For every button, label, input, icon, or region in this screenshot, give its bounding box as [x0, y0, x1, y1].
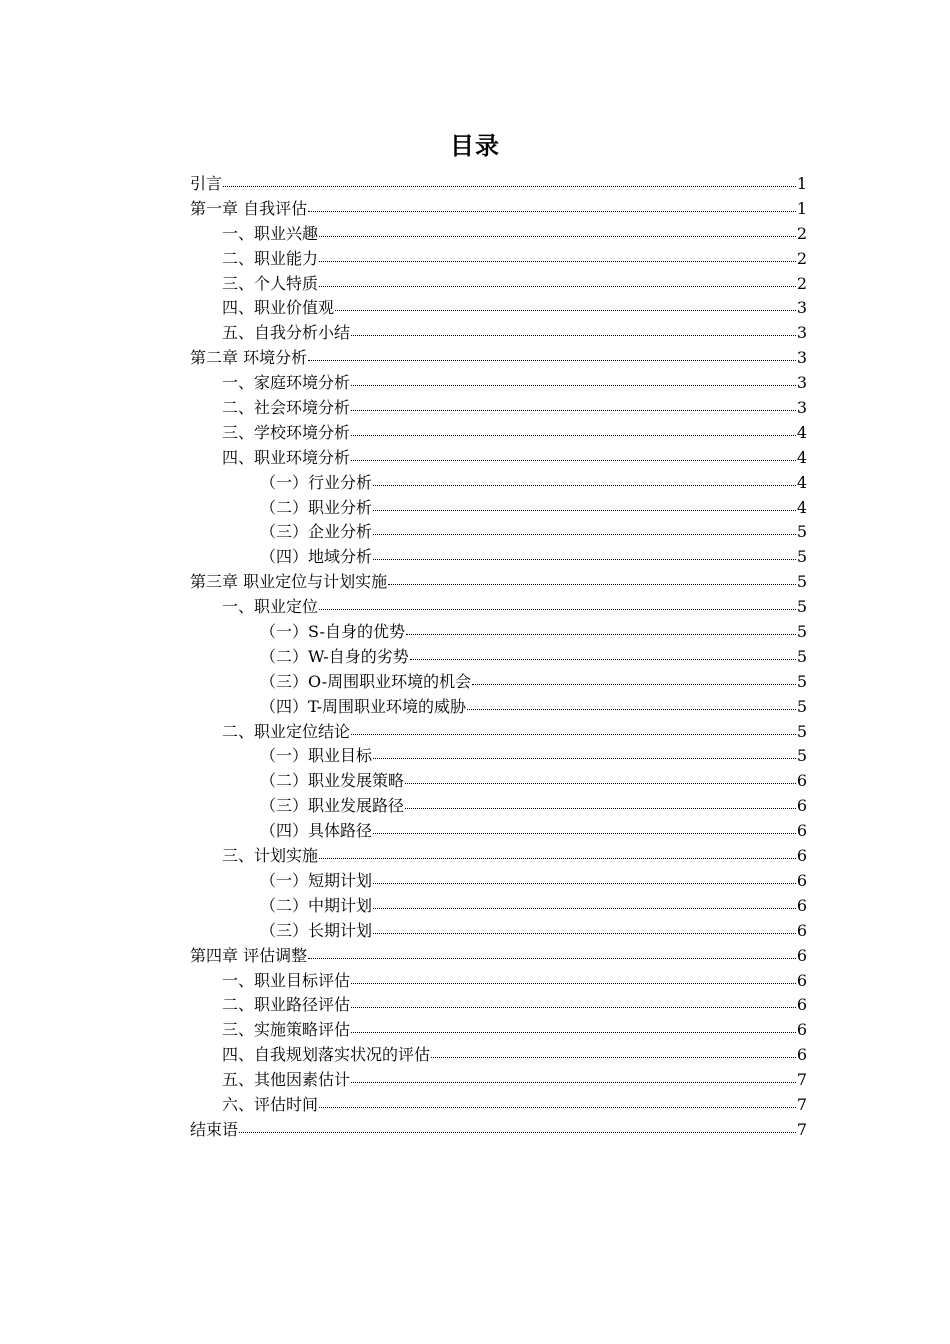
- toc-dot-leader: [373, 555, 796, 560]
- toc-entry[interactable]: [190, 247, 807, 272]
- toc-entry-page-number: 3: [796, 398, 807, 418]
- toc-entry[interactable]: [190, 819, 807, 844]
- toc-entry-page-number: 5: [796, 671, 807, 691]
- toc-entry-page-number: 6: [796, 920, 807, 940]
- toc-entry-label: （四）具体路径: [260, 821, 373, 841]
- toc-entry[interactable]: [190, 595, 807, 620]
- toc-entry-label: 引言: [190, 174, 223, 193]
- toc-entry[interactable]: [190, 545, 807, 570]
- toc-entry-page-number: 7: [796, 1094, 807, 1114]
- toc-entry[interactable]: [190, 944, 807, 969]
- toc-entry-label: 第三章 职业定位与计划实施: [190, 572, 388, 592]
- toc-entry[interactable]: [190, 296, 807, 321]
- toc-dot-leader: [373, 904, 796, 909]
- toc-dot-leader: [373, 829, 796, 834]
- toc-dot-leader: [319, 605, 796, 610]
- toc-entry-label: 一、职业兴趣: [222, 223, 319, 243]
- toc-entry-label: （一）职业目标: [260, 746, 373, 766]
- toc-dot-leader: [319, 1103, 796, 1108]
- toc-entry[interactable]: [190, 1043, 807, 1068]
- toc-entry-label: 四、职业价值观: [222, 298, 335, 318]
- toc-dot-leader: [373, 481, 796, 486]
- toc-entry-page-number: 3: [796, 348, 807, 368]
- toc-entry[interactable]: [190, 1068, 807, 1093]
- toc-entry-page-number: 6: [796, 1045, 807, 1065]
- toc-entry-page-number: 5: [796, 721, 807, 741]
- toc-dot-leader: [373, 754, 796, 759]
- toc-entry-label: 四、自我规划落实状况的评估: [222, 1045, 431, 1065]
- toc-entry[interactable]: [190, 496, 807, 521]
- toc-dot-leader: [239, 1128, 796, 1133]
- toc-entry-label: （二）职业分析: [260, 497, 373, 517]
- toc-entry[interactable]: [190, 471, 807, 496]
- toc-list: [190, 172, 807, 1143]
- toc-entry-page-number: 4: [796, 447, 807, 467]
- toc-dot-leader: [351, 1078, 796, 1083]
- toc-entry-label: 一、职业定位: [222, 597, 319, 617]
- toc-entry-label: 三、学校环境分析: [222, 422, 351, 442]
- toc-entry-page-number: 5: [796, 696, 807, 716]
- toc-entry-label: （二）中期计划: [260, 895, 373, 915]
- toc-entry-label: 六、评估时间: [222, 1094, 319, 1114]
- toc-entry-label: 结束语: [190, 1119, 239, 1139]
- toc-entry-label: 一、职业目标评估: [222, 970, 351, 990]
- toc-dot-leader: [319, 282, 796, 287]
- toc-dot-leader: [405, 779, 796, 784]
- toc-entry-page-number: 4: [796, 472, 807, 492]
- toc-dot-leader: [472, 680, 796, 685]
- toc-dot-leader: [351, 1028, 796, 1033]
- toc-dot-leader: [319, 854, 796, 859]
- toc-entry-page-number: 6: [796, 821, 807, 841]
- toc-dot-leader: [335, 306, 796, 311]
- toc-dot-leader: [223, 182, 796, 187]
- toc-dot-leader: [351, 431, 796, 436]
- toc-entry[interactable]: [190, 197, 807, 222]
- toc-dot-leader: [373, 929, 796, 934]
- toc-entry-label: 三、个人特质: [222, 273, 319, 293]
- toc-dot-leader: [351, 730, 796, 735]
- toc-dot-leader: [351, 406, 796, 411]
- toc-entry[interactable]: [190, 744, 807, 769]
- toc-entry-page-number: 2: [796, 223, 807, 243]
- toc-entry-page-number: 5: [796, 597, 807, 617]
- toc-entry[interactable]: [190, 446, 807, 471]
- toc-entry-page-number: 6: [796, 895, 807, 915]
- toc-entry-label: （四）T-周围职业环境的威胁: [260, 696, 467, 716]
- toc-dot-leader: [351, 381, 796, 386]
- toc-entry-page-number: 6: [796, 1020, 807, 1040]
- toc-dot-leader: [388, 580, 796, 585]
- toc-entry[interactable]: [190, 421, 807, 446]
- toc-entry[interactable]: [190, 321, 807, 346]
- toc-entry[interactable]: [190, 769, 807, 794]
- toc-entry-label: 五、其他因素估计: [222, 1070, 351, 1090]
- toc-entry-page-number: 3: [796, 373, 807, 393]
- toc-entry[interactable]: [190, 969, 807, 994]
- toc-entry-page-number: 2: [796, 273, 807, 293]
- toc-dot-leader: [410, 655, 796, 660]
- toc-title: 目录: [450, 132, 500, 160]
- toc-entry-page-number: 1: [796, 174, 807, 193]
- toc-entry-page-number: 5: [796, 622, 807, 642]
- toc-entry-page-number: 6: [796, 870, 807, 890]
- toc-dot-leader: [351, 456, 796, 461]
- toc-entry-label: （一）行业分析: [260, 472, 373, 492]
- toc-entry[interactable]: [190, 570, 807, 595]
- toc-entry[interactable]: [190, 894, 807, 919]
- toc-entry-label: 二、职业能力: [222, 248, 319, 268]
- toc-entry-page-number: 3: [796, 298, 807, 318]
- toc-entry-label: （三）O-周围职业环境的机会: [260, 671, 472, 691]
- toc-entry[interactable]: [190, 670, 807, 695]
- toc-entry-label: （一）短期计划: [260, 870, 373, 890]
- toc-entry-page-number: 5: [796, 646, 807, 666]
- toc-entry[interactable]: [190, 1093, 807, 1118]
- toc-entry-label: 第二章 环境分析: [190, 348, 308, 368]
- toc-entry-page-number: 6: [796, 995, 807, 1015]
- toc-entry[interactable]: [190, 720, 807, 745]
- toc-entry-page-number: 1: [796, 198, 807, 218]
- toc-dot-leader: [308, 207, 796, 212]
- toc-entry[interactable]: [190, 172, 807, 197]
- toc-dot-leader: [319, 257, 796, 262]
- toc-entry-label: （二）W-自身的劣势: [260, 646, 409, 666]
- toc-entry-label: （四）地域分析: [260, 547, 373, 567]
- toc-entry[interactable]: [190, 844, 807, 869]
- toc-entry[interactable]: [190, 1118, 807, 1143]
- toc-entry-label: （二）职业发展策略: [260, 771, 405, 791]
- toc-entry-label: 第一章 自我评估: [190, 198, 308, 218]
- toc-entry-page-number: 5: [796, 746, 807, 766]
- toc-entry-page-number: 6: [796, 796, 807, 816]
- toc-entry-label: 第四章 评估调整: [190, 945, 308, 965]
- toc-entry-label: 五、自我分析小结: [222, 323, 351, 343]
- toc-entry-page-number: 6: [796, 970, 807, 990]
- toc-dot-leader: [308, 356, 796, 361]
- toc-entry[interactable]: [190, 1018, 807, 1043]
- toc-entry-label: 二、社会环境分析: [222, 398, 351, 418]
- toc-entry-page-number: 7: [796, 1070, 807, 1090]
- toc-dot-leader: [351, 979, 796, 984]
- toc-entry-label: 三、实施策略评估: [222, 1020, 351, 1040]
- toc-entry-label: （三）长期计划: [260, 920, 373, 940]
- toc-entry-label: （三）企业分析: [260, 522, 373, 542]
- toc-entry[interactable]: [190, 346, 807, 371]
- toc-entry-page-number: 4: [796, 422, 807, 442]
- toc-entry[interactable]: [190, 620, 807, 645]
- toc-entry-label: 二、职业定位结论: [222, 721, 351, 741]
- toc-entry-label: 二、职业路径评估: [222, 995, 351, 1015]
- toc-entry-page-number: 3: [796, 323, 807, 343]
- toc-entry-label: 三、计划实施: [222, 846, 319, 866]
- toc-entry[interactable]: [190, 993, 807, 1018]
- toc-entry-page-number: 5: [796, 522, 807, 542]
- toc-dot-leader: [405, 804, 796, 809]
- toc-entry[interactable]: [190, 919, 807, 944]
- toc-dot-leader: [373, 879, 796, 884]
- toc-entry-page-number: 4: [796, 497, 807, 517]
- toc-entry-page-number: 6: [796, 846, 807, 866]
- toc-dot-leader: [351, 1003, 796, 1008]
- toc-entry-page-number: 5: [796, 572, 807, 592]
- toc-dot-leader: [373, 530, 796, 535]
- toc-dot-leader: [319, 232, 796, 237]
- toc-entry[interactable]: [190, 869, 807, 894]
- toc-entry-page-number: 6: [796, 771, 807, 791]
- toc-entry-label: （一）S-自身的优势: [260, 622, 405, 642]
- toc-dot-leader: [351, 331, 796, 336]
- toc-dot-leader: [431, 1053, 796, 1058]
- toc-entry[interactable]: [190, 222, 807, 247]
- toc-entry-page-number: 6: [796, 945, 807, 965]
- toc-entry[interactable]: [190, 272, 807, 297]
- toc-entry-label: （三）职业发展路径: [260, 796, 405, 816]
- toc-entry[interactable]: [190, 794, 807, 819]
- toc-dot-leader: [373, 506, 796, 511]
- toc-entry[interactable]: [190, 371, 807, 396]
- toc-entry[interactable]: [190, 695, 807, 720]
- toc-entry-page-number: 7: [796, 1119, 807, 1139]
- toc-entry-label: 四、职业环境分析: [222, 447, 351, 467]
- toc-entry-page-number: 2: [796, 248, 807, 268]
- toc-dot-leader: [308, 954, 796, 959]
- toc-entry-page-number: 5: [796, 547, 807, 567]
- toc-entry-label: 一、家庭环境分析: [222, 373, 351, 393]
- toc-dot-leader: [467, 705, 796, 710]
- toc-entry[interactable]: [190, 645, 807, 670]
- toc-entry[interactable]: [190, 396, 807, 421]
- toc-dot-leader: [406, 630, 796, 635]
- toc-entry[interactable]: [190, 520, 807, 545]
